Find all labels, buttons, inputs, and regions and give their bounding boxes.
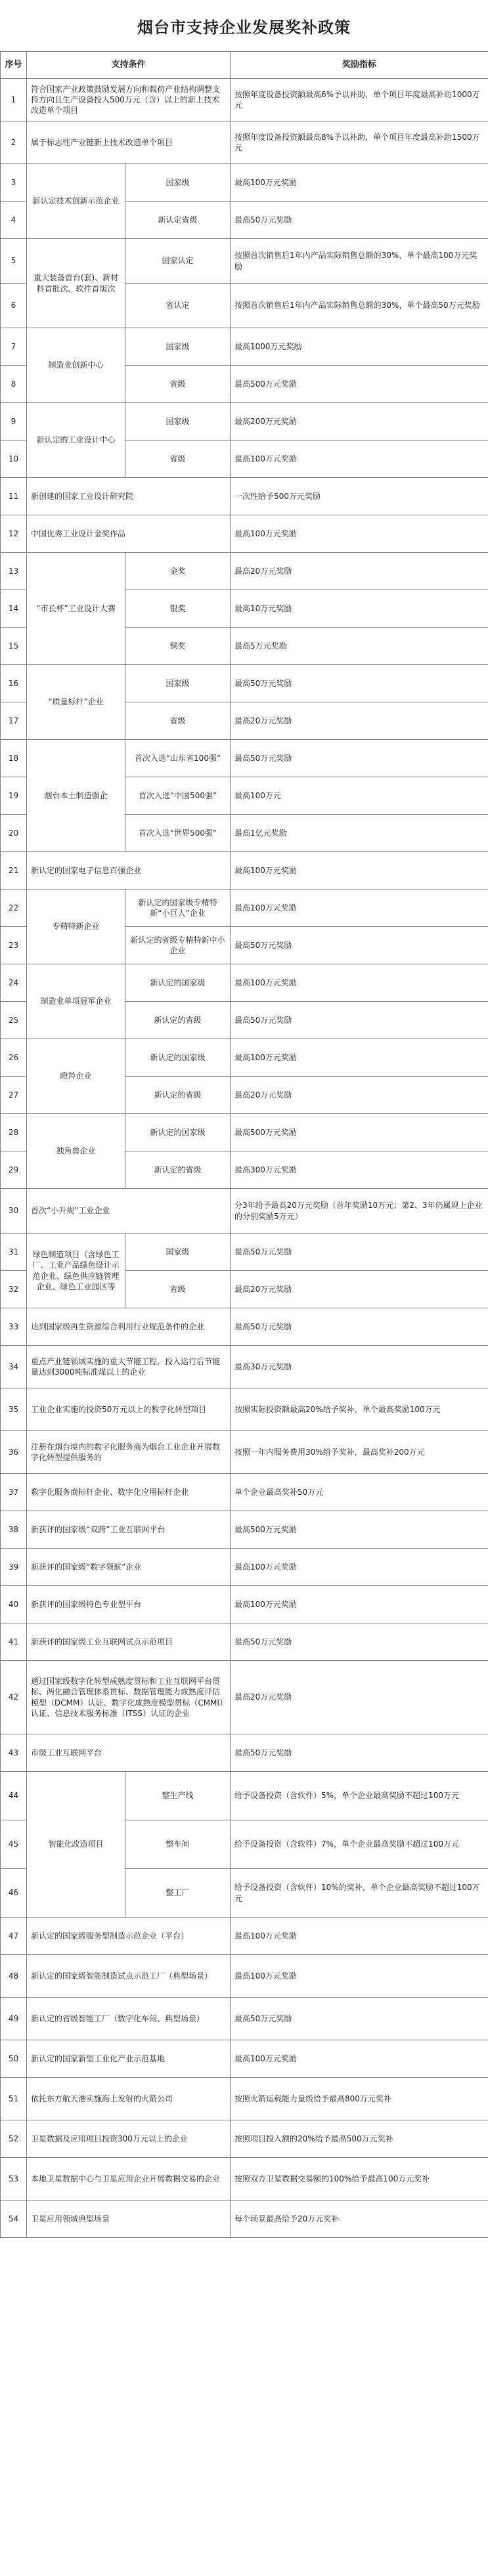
row-number: 17 (1, 702, 27, 740)
table-row (1, 1189, 488, 1234)
award-indicator: 最高100万元奖励 (231, 1549, 488, 1586)
table-row (1, 403, 488, 440)
award-indicator: 最高100万元奖励 (231, 2040, 488, 2078)
row-number: 6 (1, 284, 27, 328)
table-row (1, 1234, 488, 1271)
row-number: 49 (1, 1998, 27, 2040)
row-number: 51 (1, 2078, 27, 2120)
award-indicator: 最高10万元奖励 (231, 590, 488, 628)
award-indicator: 最高100万元奖励 (231, 1918, 488, 1955)
support-condition: 绿色制造项目（含绿色工厂、工业产品绿色设计示范企业、绿色供应链管理企业、绿色工业园区等 (27, 1234, 125, 1308)
row-number: 13 (1, 553, 27, 590)
support-condition: 注册在烟台境内的数字化服务商为烟台工业企业开展数字化转型提供服务的 (27, 1431, 231, 1474)
award-indicator: 最高100万元奖励 (231, 1039, 488, 1077)
award-indicator: 最高50万元奖励 (231, 202, 488, 239)
award-indicator: 按照首次销售后1年内产品实际销售总额的30%，单个最高100万元奖励 (231, 239, 488, 284)
table-row (1, 1772, 488, 1820)
row-number: 43 (1, 1734, 27, 1772)
award-indicator: 最高100万元奖励 (231, 1955, 488, 1998)
support-condition: 新认定的国家新型工业化产业示范基地 (27, 2040, 231, 2078)
row-number: 14 (1, 590, 27, 628)
award-indicator: 最高100万元奖励 (231, 890, 488, 927)
row-number: 3 (1, 164, 27, 202)
row-number: 7 (1, 328, 27, 366)
row-number: 22 (1, 890, 27, 927)
sub-condition: 国家级 (125, 665, 231, 702)
support-condition: 瞪羚企业 (27, 1039, 125, 1114)
row-number: 24 (1, 964, 27, 1002)
award-indicator: 最高20万元奖励 (231, 1271, 488, 1308)
award-indicator: 最高20万元奖励 (231, 1661, 488, 1734)
award-indicator: 最高100万元奖励 (231, 964, 488, 1002)
support-condition: 新认定的国家电子信息百强企业 (27, 852, 231, 890)
award-indicator: 最高50万元奖励 (231, 665, 488, 702)
sub-condition: 新认定省级 (125, 202, 231, 239)
row-number: 50 (1, 2040, 27, 2078)
table-row (1, 239, 488, 284)
sub-condition: 省级 (125, 366, 231, 403)
sub-condition: 首次入选“世界500强” (125, 815, 231, 852)
table-row (1, 2040, 488, 2078)
award-indicator: 每个场景最高给予20万元奖补 (231, 2200, 488, 2238)
award-indicator: 按照双方卫星数据交易额的100%给予最高100万元奖补 (231, 2158, 488, 2200)
support-condition: 制造业创新中心 (27, 328, 125, 403)
row-number: 8 (1, 366, 27, 403)
table-row (1, 121, 488, 164)
row-number: 32 (1, 1271, 27, 1308)
support-condition: 首次“小升规”工业企业 (27, 1189, 231, 1234)
row-number: 33 (1, 1308, 27, 1346)
header-award: 奖励指标 (231, 52, 488, 79)
support-condition: 依托东方航天港实施海上发射的火箭公司 (27, 2078, 231, 2120)
sub-condition: 整工厂 (125, 1869, 231, 1918)
sub-condition: 国家级 (125, 403, 231, 440)
support-condition: 工业企业实施的投资50万元以上的数字化转型项目 (27, 1388, 231, 1431)
award-indicator: 最高100万元 (231, 777, 488, 815)
row-number: 12 (1, 515, 27, 553)
sub-condition: 国家级 (125, 328, 231, 366)
table-row (1, 665, 488, 702)
table-row (1, 1388, 488, 1431)
award-indicator: 按照年度设备投资额最高8%予以补助，单个项目年度最高补助1500万元 (231, 121, 488, 164)
sub-condition: 新认定的国家级 (125, 1039, 231, 1077)
sub-condition: 新认定的省级 (125, 1002, 231, 1039)
award-indicator: 最高100万元奖励 (231, 515, 488, 553)
support-condition: 卫星应用领域典型场景 (27, 2200, 231, 2238)
support-condition: 通过国家级数字化转型成熟度贯标和工业互联网平台贯标、两化融合管理体系贯标、数据管理能力成熟度评估模型（DCMM）认证、数字化成熟度模型贯标（CMMI）认证、信息技术服务标准（ITSS）认证的企业 (27, 1661, 231, 1734)
support-condition: 本地卫星数据中心与卫星应用企业开展数据交易的企业 (27, 2158, 231, 2200)
table-row (1, 964, 488, 1002)
row-number: 48 (1, 1955, 27, 1998)
award-indicator: 最高50万元奖励 (231, 1308, 488, 1346)
table-row (1, 2200, 488, 2238)
table-row (1, 1511, 488, 1549)
award-indicator: 最高50万元奖励 (231, 740, 488, 777)
award-indicator: 按照一年内服务费用30%给予奖补，最高奖补200万元 (231, 1431, 488, 1474)
award-indicator: 最高20万元奖励 (231, 1077, 488, 1114)
row-number: 1 (1, 79, 27, 121)
award-indicator: 最高100万元奖励 (231, 440, 488, 478)
table-row (1, 1586, 488, 1623)
row-number: 2 (1, 121, 27, 164)
row-number: 28 (1, 1114, 27, 1151)
sub-condition: 新认定的国家级 (125, 1114, 231, 1151)
header-seq: 序号 (1, 52, 27, 79)
table-row (1, 1549, 488, 1586)
table-row (1, 1474, 488, 1511)
row-number: 54 (1, 2200, 27, 2238)
award-indicator: 最高100万元奖励 (231, 1586, 488, 1623)
support-condition: 新认定的国家级服务型制造示范企业（平台） (27, 1918, 231, 1955)
support-condition: 烟台本土制造强企 (27, 740, 125, 852)
award-indicator: 最高30万元奖励 (231, 1346, 488, 1388)
award-indicator: 给予设备投资（含软件）5%，单个企业最高奖励不超过100万元 (231, 1772, 488, 1820)
table-row (1, 2120, 488, 2158)
table-row (1, 1661, 488, 1734)
award-indicator: 最高500万元奖励 (231, 1114, 488, 1151)
sub-condition: 省级 (125, 1271, 231, 1308)
table-row (1, 1431, 488, 1474)
table-row (1, 164, 488, 202)
table-body (1, 79, 488, 2238)
support-condition: 卫星数据及应用项目投资300万元以上的企业 (27, 2120, 231, 2158)
row-number: 42 (1, 1661, 27, 1734)
award-indicator: 最高20万元奖励 (231, 553, 488, 590)
award-indicator: 最高300万元奖励 (231, 1151, 488, 1189)
row-number: 15 (1, 628, 27, 665)
support-condition: 属于标志性产业链新上技术改造单个项目 (27, 121, 231, 164)
row-number: 30 (1, 1189, 27, 1234)
sub-condition: 省级 (125, 440, 231, 478)
support-condition: 新认定的国家级智能制造试点示范工厂（典型场景） (27, 1955, 231, 1998)
row-number: 36 (1, 1431, 27, 1474)
sub-condition: 金奖 (125, 553, 231, 590)
row-number: 39 (1, 1549, 27, 1586)
row-number: 19 (1, 777, 27, 815)
table-row (1, 890, 488, 927)
award-indicator: 最高50万元奖励 (231, 1002, 488, 1039)
support-condition: 重点产业链领域实施的重大节能工程，投入运行后节能量达到3000吨标准煤以上的企业 (27, 1346, 231, 1388)
support-condition: 新认定的省级智能工厂（数字化车间、典型场景） (27, 1998, 231, 2040)
row-number: 45 (1, 1820, 27, 1869)
award-indicator: 最高50万元奖励 (231, 1234, 488, 1271)
table-row (1, 478, 488, 515)
table-row (1, 1623, 488, 1661)
award-indicator: 分3年给予最高20万元奖励（首年奖励10万元；第2、3年仍属规上企业的分别奖励5万元） (231, 1189, 488, 1234)
table-row (1, 553, 488, 590)
sub-condition: 省认定 (125, 284, 231, 328)
award-indicator: 单个企业最高奖补50万元 (231, 1474, 488, 1511)
support-condition: 新创建的国家工业设计研究院 (27, 478, 231, 515)
support-condition: 达到国家级再生资源综合利用行业规范条件的企业 (27, 1308, 231, 1346)
award-indicator: 最高200万元奖励 (231, 403, 488, 440)
award-indicator: 最高50万元奖励 (231, 1998, 488, 2040)
sub-condition: 铜奖 (125, 628, 231, 665)
row-number: 26 (1, 1039, 27, 1077)
table-row (1, 852, 488, 890)
row-number: 40 (1, 1586, 27, 1623)
award-indicator: 最高500万元奖励 (231, 366, 488, 403)
row-number: 38 (1, 1511, 27, 1549)
row-number: 27 (1, 1077, 27, 1114)
row-number: 35 (1, 1388, 27, 1431)
table-row (1, 740, 488, 777)
row-number: 41 (1, 1623, 27, 1661)
sub-condition: 首次入选“中国500强” (125, 777, 231, 815)
policy-table (0, 51, 488, 2238)
award-indicator: 最高100万元奖励 (231, 164, 488, 202)
award-indicator: 最高50万元奖励 (231, 927, 488, 964)
row-number: 44 (1, 1772, 27, 1820)
support-condition: 中国优秀工业设计金奖作品 (27, 515, 231, 553)
row-number: 9 (1, 403, 27, 440)
award-indicator: 按照实际投资额最高20%给予奖补，单个最高奖励100万元 (231, 1388, 488, 1431)
award-indicator: 最高1000万元奖励 (231, 328, 488, 366)
table-row (1, 1918, 488, 1955)
award-indicator: 给予设备投资（含软件）7%，单个企业最高奖励不超过100万元 (231, 1820, 488, 1869)
award-indicator: 一次性给予500万元奖励 (231, 478, 488, 515)
award-indicator: 最高100万元奖励 (231, 852, 488, 890)
row-number: 29 (1, 1151, 27, 1189)
support-condition: 数字化服务商标杆企业、数字化应用标杆企业 (27, 1474, 231, 1511)
support-condition: 独角兽企业 (27, 1114, 125, 1189)
table-row (1, 1346, 488, 1388)
row-number: 20 (1, 815, 27, 852)
award-indicator: 最高1亿元奖励 (231, 815, 488, 852)
sub-condition: 新认定的省级 (125, 1077, 231, 1114)
support-condition: 新认定的工业设计中心 (27, 403, 125, 478)
support-condition: 新获评的国家级“双跨”工业互联网平台 (27, 1511, 231, 1549)
award-indicator: 最高5万元奖励 (231, 628, 488, 665)
sub-condition: 新认定的省级专精特新中小企业 (125, 927, 231, 964)
row-number: 21 (1, 852, 27, 890)
row-number: 34 (1, 1346, 27, 1388)
row-number: 47 (1, 1918, 27, 1955)
row-number: 25 (1, 1002, 27, 1039)
table-row (1, 1308, 488, 1346)
row-number: 31 (1, 1234, 27, 1271)
table-header-row (1, 52, 488, 79)
document-title: 烟台市支持企业发展奖补政策 (137, 18, 351, 37)
award-indicator: 按照项目投入额的20%给予最高500万元奖补 (231, 2120, 488, 2158)
award-indicator: 最高50万元奖励 (231, 1734, 488, 1772)
table-row (1, 328, 488, 366)
row-number: 23 (1, 927, 27, 964)
sub-condition: 国家级 (125, 164, 231, 202)
award-indicator: 按照火箭运载能力量级给予最高800万元奖补 (231, 2078, 488, 2120)
sub-condition: 国家级 (125, 1234, 231, 1271)
row-number: 18 (1, 740, 27, 777)
table-row (1, 1955, 488, 1998)
table-row (1, 1734, 488, 1772)
table-row (1, 1998, 488, 2040)
table-row (1, 2158, 488, 2200)
support-condition: 新获评的国家级“数字领航”企业 (27, 1549, 231, 1586)
support-condition: 符合国家产业政策鼓励发展方向和载荷产业结构调整支持方向且生产设备投入500万元（含）以上的新上技术改造单个项目 (27, 79, 231, 121)
row-number: 5 (1, 239, 27, 284)
award-indicator: 最高50万元奖励 (231, 1623, 488, 1661)
award-indicator: 最高500万元奖励 (231, 1511, 488, 1549)
table-row (1, 1114, 488, 1151)
support-condition: 专精特新企业 (27, 890, 125, 964)
support-condition: 智能化改造项目 (27, 1772, 125, 1918)
support-condition: “市长杯”工业设计大赛 (27, 553, 125, 665)
table-row (1, 79, 488, 121)
sub-condition: 银奖 (125, 590, 231, 628)
sub-condition: 新认定的省级 (125, 1151, 231, 1189)
table-row (1, 2078, 488, 2120)
sub-condition: 整生产线 (125, 1772, 231, 1820)
sub-condition: 省级 (125, 702, 231, 740)
row-number: 46 (1, 1869, 27, 1918)
award-indicator: 最高20万元奖励 (231, 702, 488, 740)
row-number: 11 (1, 478, 27, 515)
row-number: 37 (1, 1474, 27, 1511)
sub-condition: 国家认定 (125, 239, 231, 284)
sub-condition: 新认定的国家级 (125, 964, 231, 1002)
table-row (1, 515, 488, 553)
support-condition: 新认定技术创新示范企业 (27, 164, 125, 239)
support-condition: 重大装备首台(套)、新材料首批次、软件首版次 (27, 239, 125, 328)
support-condition: 新获评的国家级特色专业型平台 (27, 1586, 231, 1623)
table-row (1, 1039, 488, 1077)
support-condition: 新获评的国家级工业互联网试点示范项目 (27, 1623, 231, 1661)
row-number: 16 (1, 665, 27, 702)
support-condition: 制造业单项冠军企业 (27, 964, 125, 1039)
sub-condition: 新认定的国家级专精特新“小巨人”企业 (125, 890, 231, 927)
row-number: 10 (1, 440, 27, 478)
award-indicator: 按照年度设备投资额最高6%予以补助，单个项目年度最高补助1000万元 (231, 79, 488, 121)
award-indicator: 给予设备投资（含软件）10%的奖补，单个企业最高奖励不超过100万元 (231, 1869, 488, 1918)
row-number: 4 (1, 202, 27, 239)
sub-condition: 首次入选“山东省100强” (125, 740, 231, 777)
row-number: 52 (1, 2120, 27, 2158)
row-number: 53 (1, 2158, 27, 2200)
support-condition: 市级工业互联网平台 (27, 1734, 231, 1772)
sub-condition: 整车间 (125, 1820, 231, 1869)
award-indicator: 按照首次销售后1年内产品实际销售总额的30%，单个最高50万元奖励 (231, 284, 488, 328)
header-condition: 支持条件 (27, 52, 231, 79)
support-condition: “质量标杆”企业 (27, 665, 125, 740)
